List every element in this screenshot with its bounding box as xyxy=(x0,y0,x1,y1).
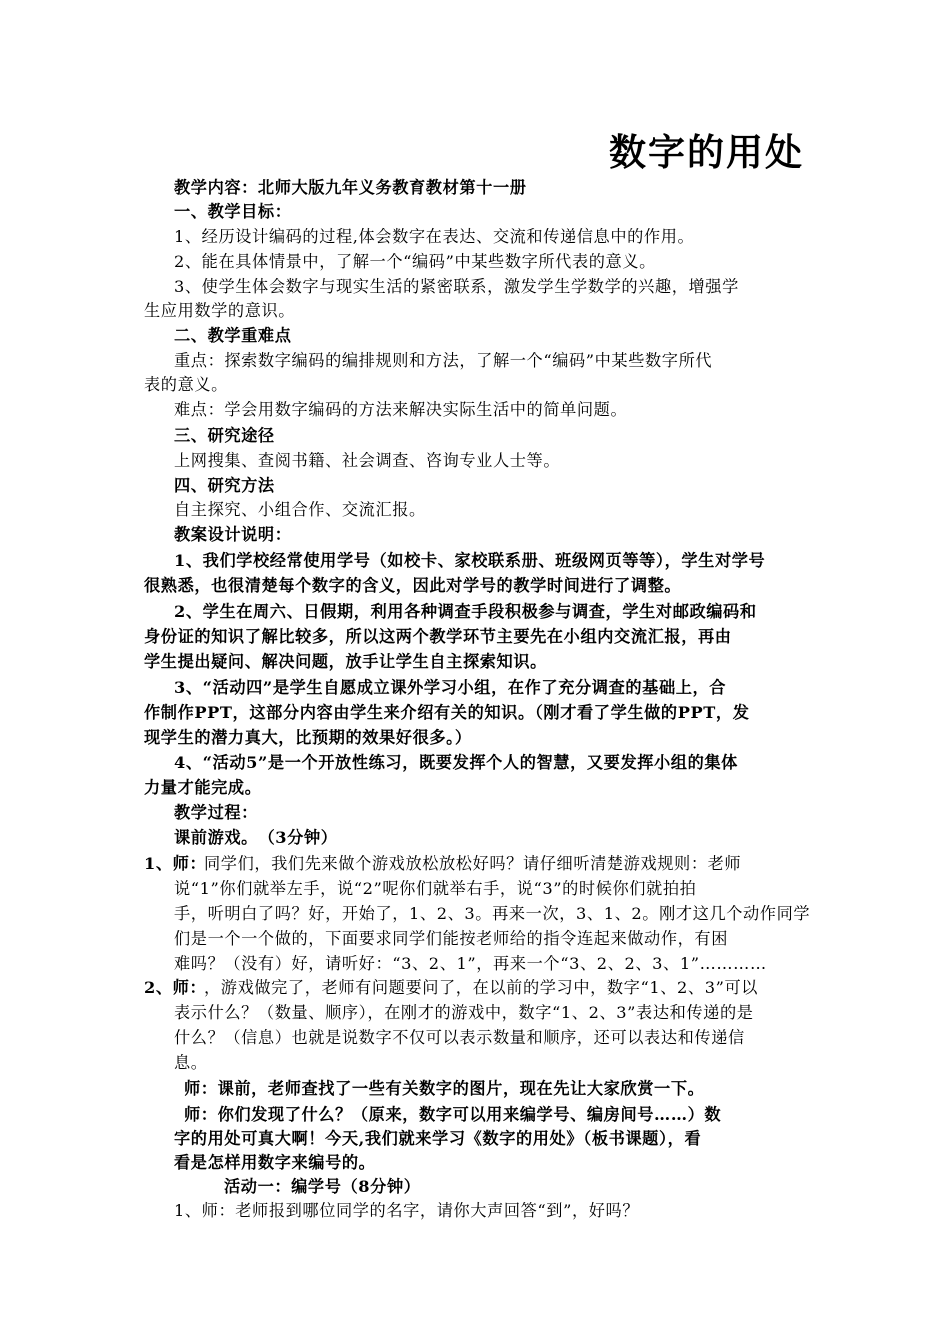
paragraph-line: 1、经历设计编码的过程,体会数字在表达、交流和传递信息中的作用。 xyxy=(174,227,695,246)
paragraph-line: 作制作PPT，这部分内容由学生来介绍有关的知识。（刚才看了学生做的PPT，发 xyxy=(144,703,750,722)
page-title: 数字的用处 xyxy=(609,131,804,174)
paragraph-line: 自主探究、小组合作、交流汇报。 xyxy=(174,500,426,519)
paragraph-line: 字的用处可真大啊！今天,我们就来学习《数字的用处》（板书课题），看 xyxy=(174,1129,702,1148)
paragraph-line: 息。 xyxy=(174,1053,208,1072)
paragraph-line: 上网搜集、查阅书籍、社会调查、咨询专业人士等。 xyxy=(174,451,561,470)
paragraph-line: 4、“活动5”是一个开放性练习，既要发挥个人的智慧，又要发挥小组的集体 xyxy=(174,753,738,772)
paragraph-line: 身份证的知识了解比较多，所以这两个教学环节主要先在小组内交流汇报，再由 xyxy=(144,627,732,646)
paragraph-line: 们是一个一个做的，下面要求同学们能按老师给的指令连起来做动作，有困 xyxy=(174,929,728,948)
section-heading: 四、研究方法 xyxy=(174,476,275,495)
paragraph-line: 重点：探索数字编码的编排规则和方法，了解一个“编码”中某些数字所代 xyxy=(174,351,713,370)
section-heading: 课前游戏。 （3分钟） xyxy=(174,828,338,847)
paragraph-line: 表示什么？（数量、顺序），在刚才的游戏中，数字“1、2、3”表达和传递的是 xyxy=(174,1003,754,1022)
paragraph-line: ，游戏做完了，老师有问题要问了，在以前的学习中，数字“1、2、3”可以 xyxy=(204,978,759,997)
paragraph-line: 1、我们学校经常使用学号（如校卡、家校联系册、班级网页等等），学生对学号 xyxy=(174,551,766,570)
paragraph-line: 什么？（信息）也就是说数字不仅可以表示数量和顺序，还可以表达和传递信 xyxy=(174,1028,745,1047)
section-heading: 三、研究途径 xyxy=(174,426,275,445)
paragraph-line: 表的意义。 xyxy=(144,375,228,394)
section-heading: 二、教学重难点 xyxy=(174,326,292,345)
paragraph-line: 看是怎样用数字来编号的。 xyxy=(174,1153,376,1172)
teaching-content: 教学内容：北师大版九年义务教育教材第十一册 xyxy=(174,178,527,197)
section-heading: 教案设计说明： xyxy=(174,525,292,544)
section-heading: 一、教学目标： xyxy=(174,202,292,221)
paragraph-line: 3、“活动四”是学生自愿成立课外学习小组，在作了充分调查的基础上，合 xyxy=(174,678,727,697)
paragraph-line: 3、使学生体会数字与现实生活的紧密联系，激发学生学数学的兴趣，增强学 xyxy=(174,277,739,296)
paragraph-line: 很熟悉，也很清楚每个数字的含义，因此对学号的教学时间进行了调整。 xyxy=(144,576,682,595)
section-heading: 教学过程： xyxy=(174,803,258,822)
paragraph-line: 同学们，我们先来做个游戏放松放松好吗？请仔细听清楚游戏规则：老师 xyxy=(204,854,742,873)
paragraph-line: 2、能在具体情景中，了解一个“编码”中某些数字所代表的意义。 xyxy=(174,252,656,271)
item-label: 1、师： xyxy=(144,854,207,873)
paragraph-line: 说“1”你们就举左手，说“2”呢你们就举右手，说“3”的时候你们就拍拍 xyxy=(174,879,697,898)
section-heading: 活动一：编学号（8分钟） xyxy=(224,1177,421,1196)
paragraph-line: 难吗？（没有）好，请听好：“3、2、1”，再来一个“3、2、2、3、1”………… xyxy=(174,954,767,973)
paragraph-line: 难点：学会用数字编码的方法来解决实际生活中的简单问题。 xyxy=(174,400,628,419)
item-label: 2、师： xyxy=(144,978,207,997)
paragraph-line: 1、师：老师报到哪位同学的名字，请你大声回答“到”，好吗？ xyxy=(174,1201,640,1220)
paragraph-line: 师：课前，老师查找了一些有关数字的图片，现在先让大家欣赏一下。 xyxy=(184,1079,705,1098)
paragraph-line: 手，听明白了吗？好，开始了，1、2、3。再来一次，3、1、2。刚才这几个动作同学 xyxy=(174,904,811,923)
paragraph-line: 力量才能完成。 xyxy=(144,778,262,797)
paragraph-line: 现学生的潜力真大，比预期的效果好很多。） xyxy=(144,728,472,747)
paragraph-line: 生应用数学的意识。 xyxy=(144,301,296,320)
paragraph-line: 学生提出疑问、解决问题，放手让学生自主探索知识。 xyxy=(144,652,547,671)
paragraph-line: 2、学生在周六、日假期，利用各种调查手段积极参与调查，学生对邮政编码和 xyxy=(174,602,757,621)
paragraph-line: 师：你们发现了什么？（原来，数字可以用来编学号、编房间号……）数 xyxy=(184,1105,722,1124)
